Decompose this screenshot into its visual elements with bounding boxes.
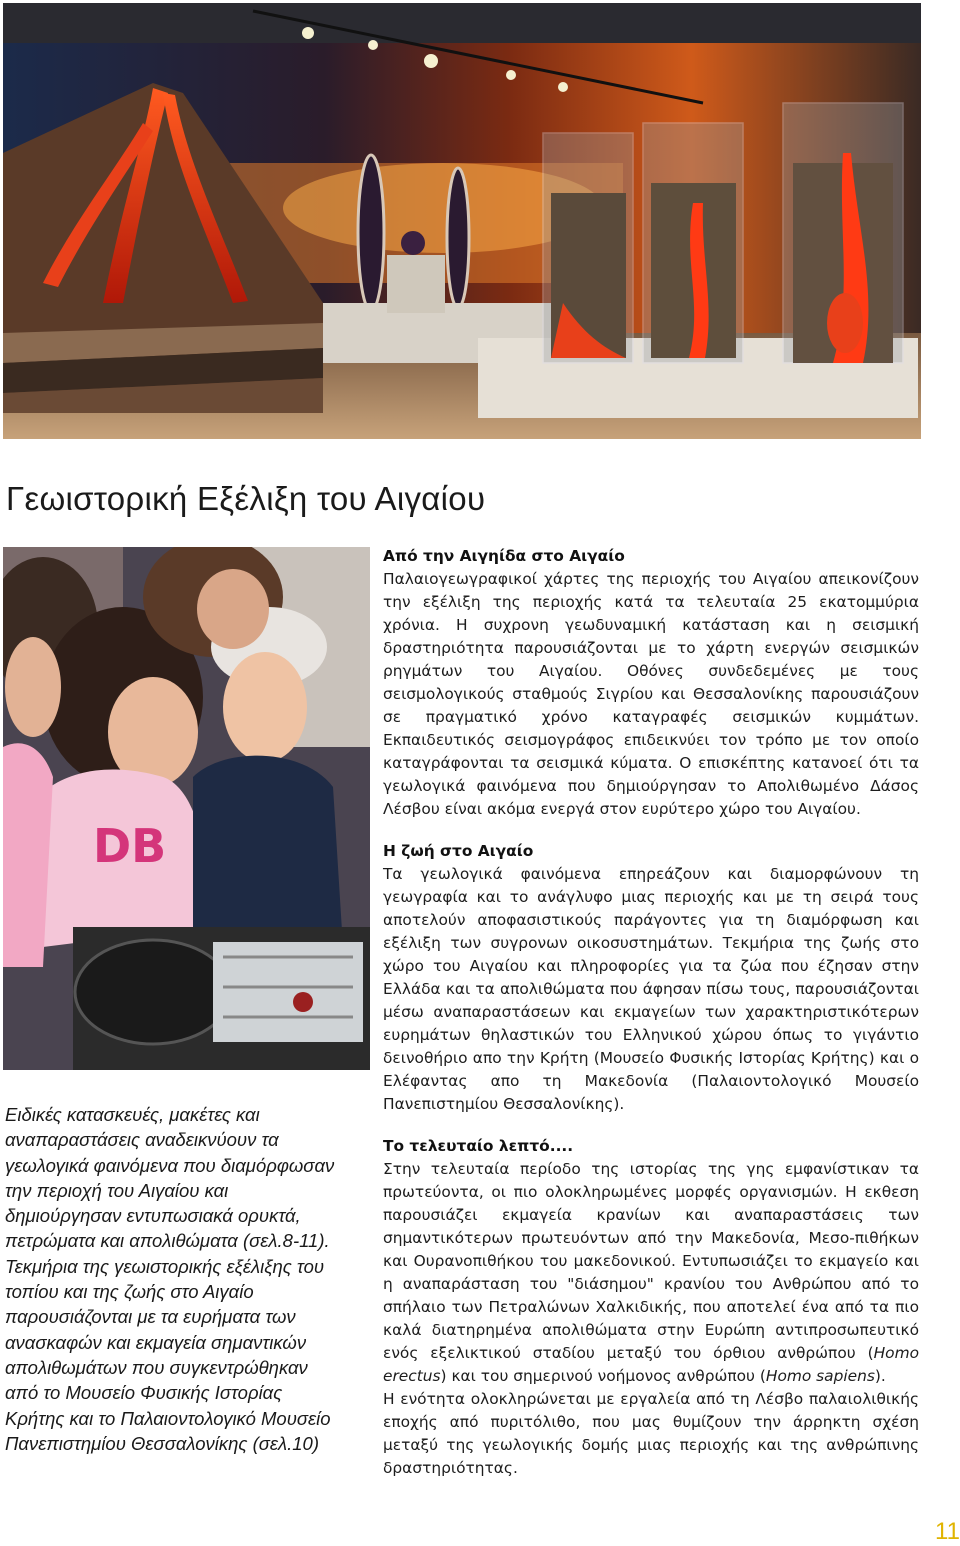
section-paragraph (383, 1158, 919, 1388)
children-seismograph-illustration (3, 547, 370, 1070)
section-last-minute (383, 1135, 919, 1480)
species-term: Homo erectus (383, 1344, 919, 1385)
section-paragraph: Η ενότητα ολοκληρώνεται με εργαλεία από τη Λέσβο παλαιολιθικής εποχής από πυριτόλιθο, που μας θυμίζουν την άρρηκτη σχέση μεταξύ της γεωλογικής δομής μιας περιοχής και της ανθρώπινης δραστηριότητας. (383, 1390, 919, 1477)
section-paragraph: Παλαιογεωγραφικοί χάρτες της περιοχής του Αιγαίου απεικονίζουν την εξέλιξη της περιοχής κατά τα τελευταία 25 εκατομμύρια χρόνια. Η συχρονη γεωδυναμική κατάσταση και η σεισμική δραστηριότητα παρουσιάζονται με το χάρτη ενεργών σεισμικών ρηγμάτων του Αιγαίου. Οθόνες συνδεδεμένες με τους σεισμολογικούς σταθμούς Σιγρίου και Θεσσαλονίκης παρουσιάζουν σε πραγματικό χρόνο καταγραφές σεισμικών κυμμάτων. Εκπαιδευτικός σεισμογράφος επιδεικνύει τον τρόπο με τον οποίο καταγράφονται τα σεισμικά κύματα. Ο επισκέπτης κατανοεί ότι τα γεωλογικά φαινόμενα που δημιούργησαν το Απολιθωμένο Δάσος Λέσβου είναι ακόμα ενεργά στον ευρύτερο χώρο του Αιγαίου. (383, 570, 919, 818)
children-seismograph-photo (3, 547, 370, 1070)
paragraph-text: ). (874, 1367, 886, 1385)
text-column (383, 545, 919, 1499)
paragraph-text: ) και του σημερινού νοήμονος ανθρώπου ( (440, 1367, 766, 1385)
section-heading: Από την Αιγηίδα στο Αιγαίο (383, 547, 625, 565)
section-heading: Η ζωή στο Αιγαίο (383, 842, 534, 860)
svg-text:DB: DB (93, 819, 167, 873)
museum-hall-photo (3, 3, 921, 439)
section-heading: Το τελευταίο λεπτό.... (383, 1137, 574, 1155)
section-aegeis (383, 545, 919, 821)
section-life-aegean (383, 840, 919, 1116)
museum-hall-illustration (3, 3, 921, 439)
page-title: Γεωιστορική Εξέλιξη του Αιγαίου (6, 480, 486, 517)
species-term: Homo sapiens (765, 1367, 875, 1385)
photo-caption: Ειδικές κατασκευές, μακέτες και αναπαραστάσεις αναδεικνύουν τα γεωλογικά φαινόμενα που διαμόρφωσαν την περιοχή του Αιγαίου και δημιούργησαν εντυπωσιακά ορυκτά, πετρώματα και απολιθώματα (σελ.8-11). Τεκμήρια της γεωιστορικής εξέλιξης του τοπίου και της ζωής στο Αιγαίο παρουσιάζονται με τα ευρήματα των ανασκαφών και εκμαγεία σημαντικών απολιθωμάτων που συγκεντρώθηκαν από το Μουσείο Φυσικής Ιστορίας Κρήτης και το Παλαιοντολογικό Μουσείο Πανεπιστημίου Θεσσαλονίκης (σελ.10) (5, 1104, 335, 1454)
page-number: 11 (935, 1518, 960, 1545)
paragraph-text: Στην τελευταία περίοδο της ιστορίας της γης εμφανίστικαν τα πρωτεύοντα, οι πιο ολοκληρωμένες μορφές οργανισμών. Η εκθεση παρουσιάζει εκμαγεία κρανίων και αναπαραστάσεις των σημαντικότερων πρωτευόντων από την Μακεδονία, Μεσο-πιθήκων και Ουρανοπιθήκου του μακεδονικού. Εντυπωσιάζει το εκμαγείο και η αναπαράσταση του "διάσημου" κρανίου του Ανθρώπου από το σπήλαιο των Πετραλώνων Χαλκιδικής, που αποτελεί ένα από τα πιο καλά διατηρημένα απολιθώματα στην Ευρώπη αντιπροσωπευτικό ενός εξελικτικού σταδίου μεταξύ του όρθιου ανθρώπου ( (383, 1160, 919, 1362)
section-paragraph: Τα γεωλογικά φαινόμενα επηρεάζουν και διαμορφώνουν τη γεωγραφία και το ανάγλυφο μιας περιοχής και με τη σειρά τους αποτελούν αποφασιστικούς παράγοντες για τη διαμόρφωση και εξέλιξη των συγρονων οικοσυστημάτων. Τεκμήρια της ζωής στο χώρο του Αιγαίου και πληροφορίες για τα ζώα που έζησαν στην Ελλάδα και τα απολιθώματα που άφησαν πίσω τους, παρουσιάζονται μέσω αναπαραστάσεων και εκμαγείων των χαρακτηριστικότερων ευρημάτων θηλαστικών του Ελληνικού χώρου όπως το γιγάντιο δεινοθήριο απο την Κρήτη (Μουσείο Φυσικής Ιστορίας Κρήτης) και ο Ελέφαντας απο τη Μακεδονία (Παλαιοντολογικό Μουσείο Πανεπιστημίου Θεσσαλονίκης). (383, 865, 919, 1113)
